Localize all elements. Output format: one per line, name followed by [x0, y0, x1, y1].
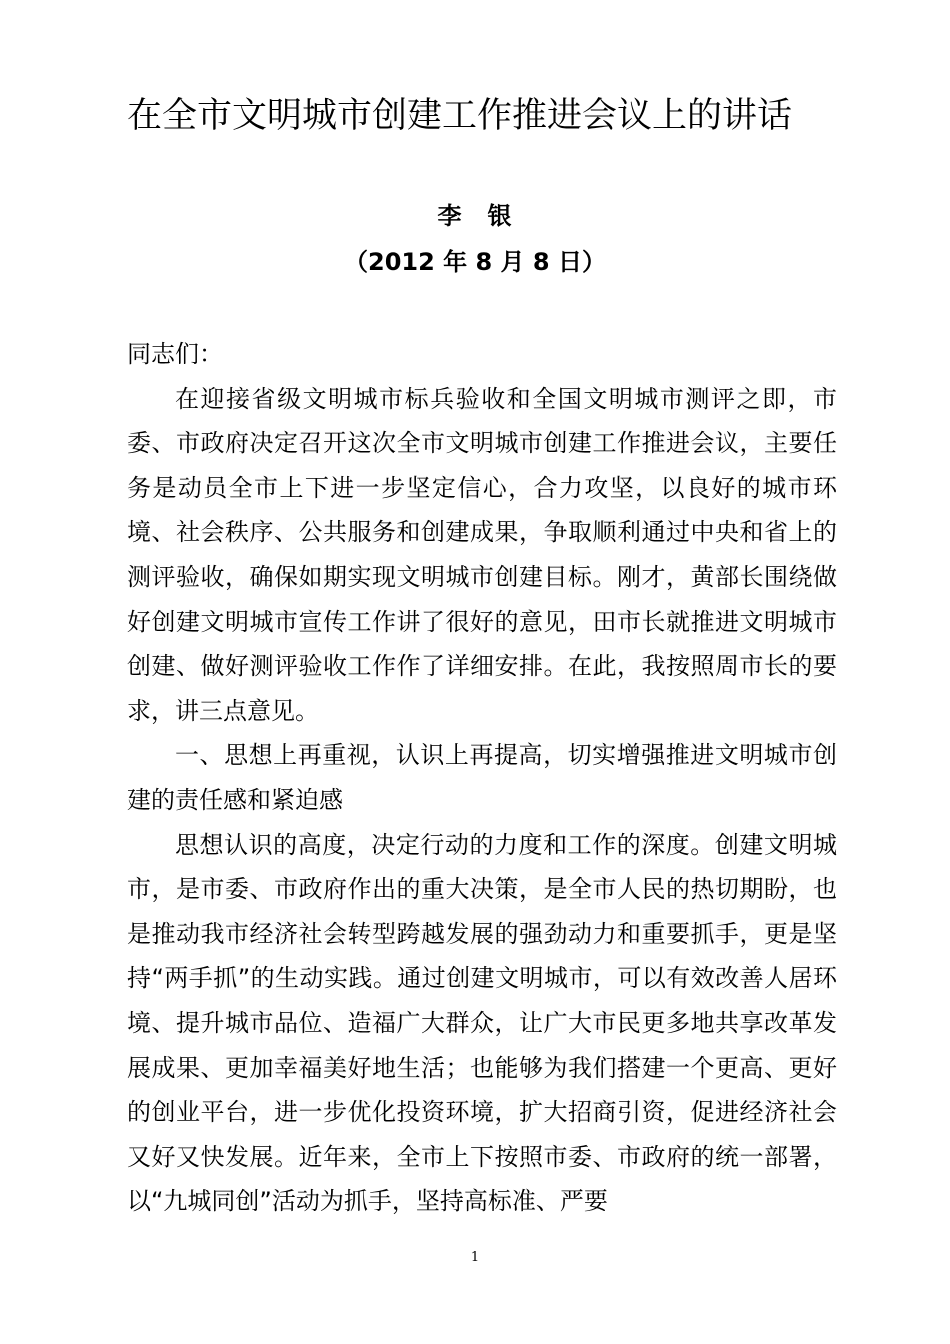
paragraph-section-1: 思想认识的高度，决定行动的力度和工作的深度。创建文明城市，是市委、市政府作出的重大决策，是全市人民的热切期盼，也是推动我市经济社会转型跨越发展的强劲动力和重要抓手，更是坚持“两手抓”的生动实践。通过创建文明城市，可以有效改善人居环境、提升城市品位、造福广大群众，让广大市民更多地共享改革发展成果、更加幸福美好地生活；也能够为我们搭建一个更高、更好的创业平台，进一步优化投资环境，扩大招商引资，促进经济社会又好又快发展。近年来，全市上下按照市委、市政府的统一部署，以“九城同创”活动为抓手，坚持高标准、严要	[127, 830, 837, 1216]
speech-date: （2012 年 8 月 8 日）	[344, 248, 606, 276]
section-heading-1: 一、思想上再重视，认识上再提高，切实增强推进文明城市创建的责任感和紧迫感	[127, 741, 837, 814]
document-body	[127, 332, 837, 1224]
author-name: 李 银	[437, 202, 513, 230]
salutation: 同志们：	[127, 340, 223, 368]
paragraph-intro: 在迎接省级文明城市标兵验收和全国文明城市测评之即，市委、市政府决定召开这次全市文明城市创建工作推进会议，主要任务是动员全市上下进一步坚定信心，合力攻坚，以良好的城市环境、社会秩序、公共服务和创建成果，争取顺利通过中央和省上的测评验收，确保如期实现文明城市创建目标。刚才，黄部长围绕做好创建文明城市宣传工作讲了很好的意见，田市长就推进文明城市创建、做好测评验收工作作了详细安排。在此，我按照周市长的要求，讲三点意见。	[127, 384, 837, 725]
page-number: 1	[470, 1250, 480, 1265]
page-title: 在全市文明城市创建工作推进会议上的讲话	[127, 96, 793, 136]
